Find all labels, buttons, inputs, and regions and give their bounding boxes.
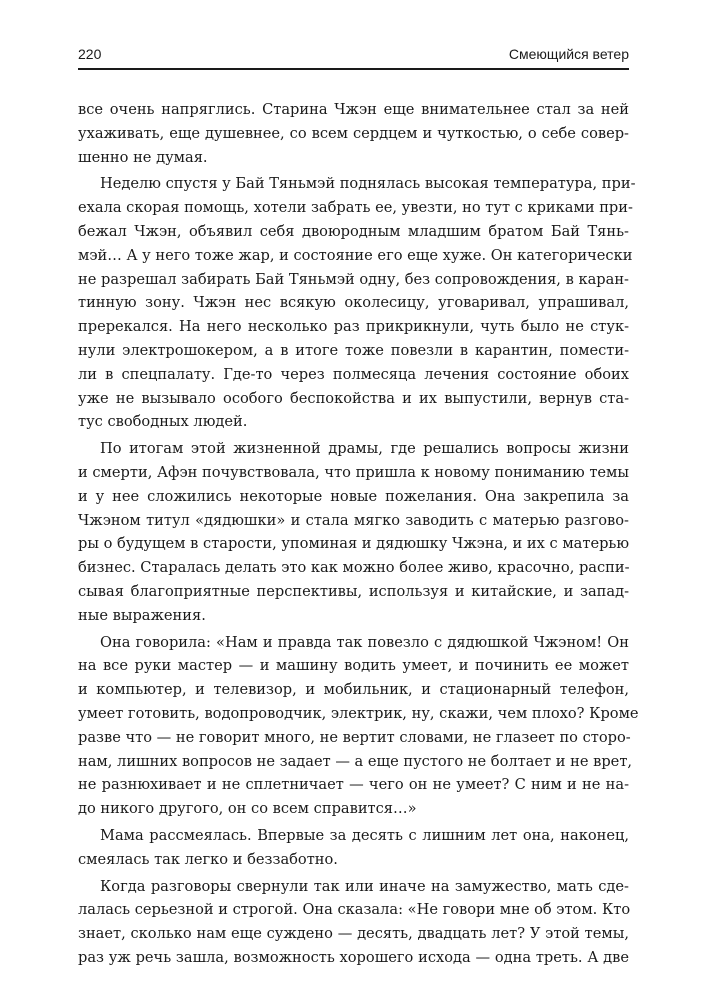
body-text	[78, 98, 639, 973]
text-line: на все руки мастер — и машину водить умеет, и починить ее может	[78, 657, 629, 675]
paragraph	[78, 437, 629, 627]
text-line: Когда разговоры свернули так или иначе на замужество, мать сде-	[100, 877, 629, 895]
text-line: ли в спецпалату. Где-то через полмесяца лечения состояние обоих	[78, 365, 629, 383]
text-line: Мама рассмеялась. Впервые за десять с лишним лет она, наконец,	[100, 826, 629, 844]
text-line: лалась серьезной и строгой. Она сказала: «Не говори мне об этом. Кто	[78, 901, 631, 919]
text-line: разве что — не говорит много, не вертит словами, не глазеет по сторо-	[78, 728, 631, 746]
text-line: раз уж речь зашла, возможность хорошего исхода — одна треть. А две	[78, 948, 629, 966]
paragraph	[78, 824, 629, 872]
text-line: тинную зону. Чжэн нес всякую околесицу, уговаривал, упрашивал,	[78, 294, 629, 312]
text-line: и у нее сложились некоторые новые пожелания. Она закрепила за	[78, 487, 629, 505]
text-line: и компьютер, и телевизор, и мобильник, и стационарный телефон,	[78, 681, 629, 699]
text-line: ухаживать, еще душевнее, со всем сердцем и чуткостью, о себе совер-	[78, 124, 629, 142]
text-line: пререкался. На него несколько раз прикрикнули, чуть было не стук-	[78, 318, 629, 336]
paragraph	[78, 631, 639, 821]
text-line: смеялась так легко и беззаботно.	[78, 850, 338, 868]
text-line: нам, лишних вопросов не задает — а еще пустого не болтает и не врет,	[78, 752, 633, 770]
text-line: Она говорила: «Нам и правда так повезло с дядюшкой Чжэном! Он	[100, 633, 629, 651]
text-line: умеет готовить, водопроводчик, электрик, ну, скажи, чем плохо? Кроме	[78, 704, 639, 722]
text-line: ры о будущем в старости, упоминая и дядюшку Чжэна, и их с матерью	[78, 535, 630, 553]
text-line: и смерти, Афэн почувствовала, что пришла к новому пониманию темы	[78, 463, 629, 481]
paragraph	[78, 172, 636, 434]
header-rule	[78, 68, 629, 70]
text-line: тус свободных людей.	[78, 413, 248, 431]
text-line: шенно не думая.	[78, 148, 208, 166]
text-line: все очень напряглись. Старина Чжэн еще внимательнее стал за ней	[78, 101, 629, 118]
page-number: 220	[78, 46, 102, 62]
text-line: мэй… А у него тоже жар, и состояние его еще хуже. Он категорически	[78, 246, 633, 264]
text-line: уже не вызывало особого беспокойства и их выпустили, вернув ста-	[78, 389, 629, 407]
text-line: ные выражения.	[78, 606, 206, 624]
text-line: По итогам этой жизненной драмы, где решались вопросы жизни	[100, 440, 629, 458]
paragraph	[78, 875, 629, 970]
text-line: знает, сколько нам еще суждено — десять, двадцать лет? У этой темы,	[78, 925, 629, 943]
text-line: нули электрошокером, а в итоге тоже повезли в карантин, помести-	[78, 341, 629, 359]
text-line: Чжэном титул «дядюшки» и стала мягко заводить с матерью разгово-	[78, 511, 629, 529]
text-line: бизнес. Старалась делать это как можно более живо, красочно, распи-	[78, 559, 630, 577]
running-title: Смеющийся ветер	[508, 46, 629, 62]
text-line: не разнюхивает и не сплетничает — чего он не умеет? С ним и не на-	[78, 776, 629, 794]
text-line: не разрешал забирать Бай Тяньмэй одну, без сопровождения, в каран-	[78, 270, 629, 288]
paragraph	[78, 98, 629, 169]
text-line: Неделю спустя у Бай Тяньмэй поднялась высокая температура, при-	[100, 175, 636, 193]
running-header	[78, 44, 629, 66]
text-line: ехала скорая помощь, хотели забрать ее, увезти, но тут с криками при-	[78, 199, 633, 217]
text-line: до никого другого, он со всем справится…»	[78, 800, 417, 818]
text-line: бежал Чжэн, объявил себя двоюродным младшим братом Бай Тянь-	[78, 222, 629, 240]
text-line: сывая благоприятные перспективы, используя и китайские, и запад-	[78, 582, 629, 600]
